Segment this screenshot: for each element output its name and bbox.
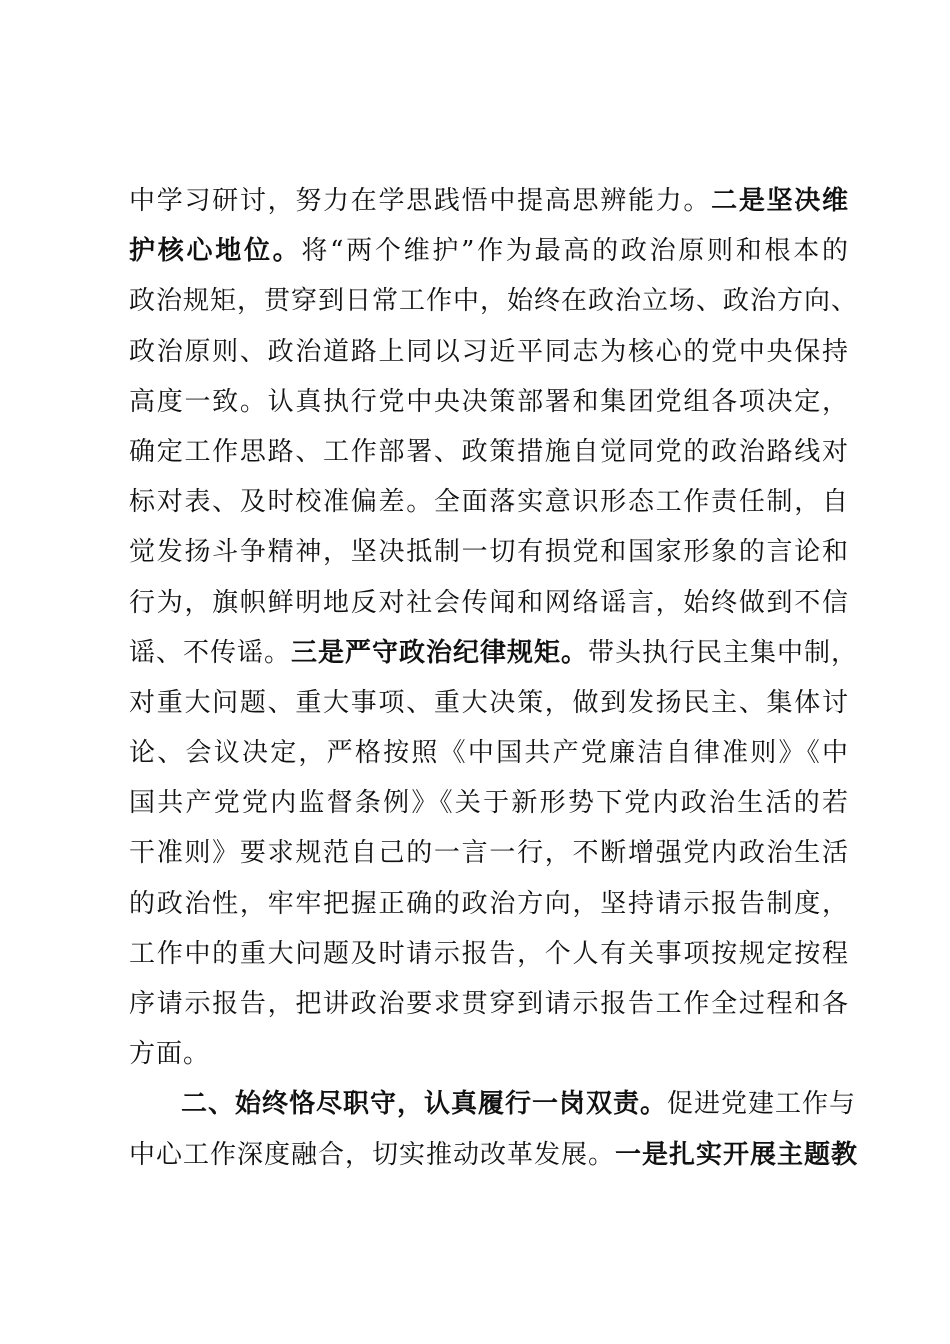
text-run: 带头执行民主集中制， [588,637,859,668]
text-run: 国共产党党内监督条例》《关于新形势下党内政治生活的若 [129,788,849,819]
text-line [129,628,859,678]
text-line [129,276,859,326]
text-run: 方面。 [129,1039,211,1070]
text-run: 高度一致。认真执行党中央决策部署和集团党组各项决定， [129,386,849,417]
text-line [129,527,849,577]
text-line [129,1130,859,1180]
text-run: 确定工作思路、工作部署、政策措施自觉同党的政治路线对 [129,436,849,467]
text-run: 觉发扬斗争精神，坚决抵制一切有损党和国家形象的言论和 [129,537,849,568]
text-run: 对重大问题、重大事项、重大决策，做到发扬民主、集体讨 [129,687,849,718]
text-line [129,979,849,1029]
text-run: 的政治性，牢牢把握正确的政治方向，坚持请示报告制度， [129,888,849,919]
text-run: 政治原则、政治道路上同以习近平同志为核心的党中央保持 [129,336,849,367]
section-heading: 二、始终恪尽职守，认真履行一岗双责。 [181,1089,668,1120]
text-line [129,778,849,828]
text-line [129,828,849,878]
text-line [129,879,849,929]
text-line [129,327,849,377]
text-run: 中心工作深度融合，切实推动改革发展。 [129,1139,616,1170]
text-run: 干准则》要求规范自己的一言一行，不断增强党内政治生活 [129,838,849,869]
text-line [129,427,849,477]
text-run: 政治规矩，贯穿到日常工作中，始终在政治立场、政治方向、 [129,286,859,317]
text-run: 标对表、及时校准偏差。全面落实意识形态工作责任制，自 [129,487,849,518]
text-run: 谣、不传谣。 [129,637,292,668]
text-line [129,377,849,427]
text-run: 工作中的重大问题及时请示报告，个人有关事项按规定按程 [129,938,849,969]
body-text [129,176,859,1180]
bold-heading-run: 三是严守政治纪律规矩。 [291,637,589,668]
text-line [129,226,849,276]
text-run: 将“两个维护”作为最高的政治原则和根本的 [301,236,849,267]
section-heading-line [129,1079,857,1129]
text-run: 中学习研讨，努力在学思践悟中提高思辨能力。 [129,186,712,216]
text-line [129,678,849,728]
bold-heading-run: 二是坚决维 [711,186,849,216]
text-line [129,728,849,778]
text-line [129,578,849,628]
text-run: 序请示报告，把讲政治要求贯穿到请示报告工作全过程和各 [129,989,849,1019]
text-line [129,477,849,527]
text-run: 论、会议决定，严格按照《中国共产党廉洁自律准则》《中 [129,738,849,769]
text-line [129,929,849,979]
text-line [129,176,849,226]
text-line [129,1029,849,1079]
bold-heading-run: 一是扎实开展主题教 [615,1139,859,1170]
text-run: 行为，旗帜鲜明地反对社会传闻和网络谣言，始终做到不信 [129,587,849,618]
text-run: 促进党建工作与 [667,1089,857,1120]
bold-heading-run: 护核心地位。 [129,236,302,267]
